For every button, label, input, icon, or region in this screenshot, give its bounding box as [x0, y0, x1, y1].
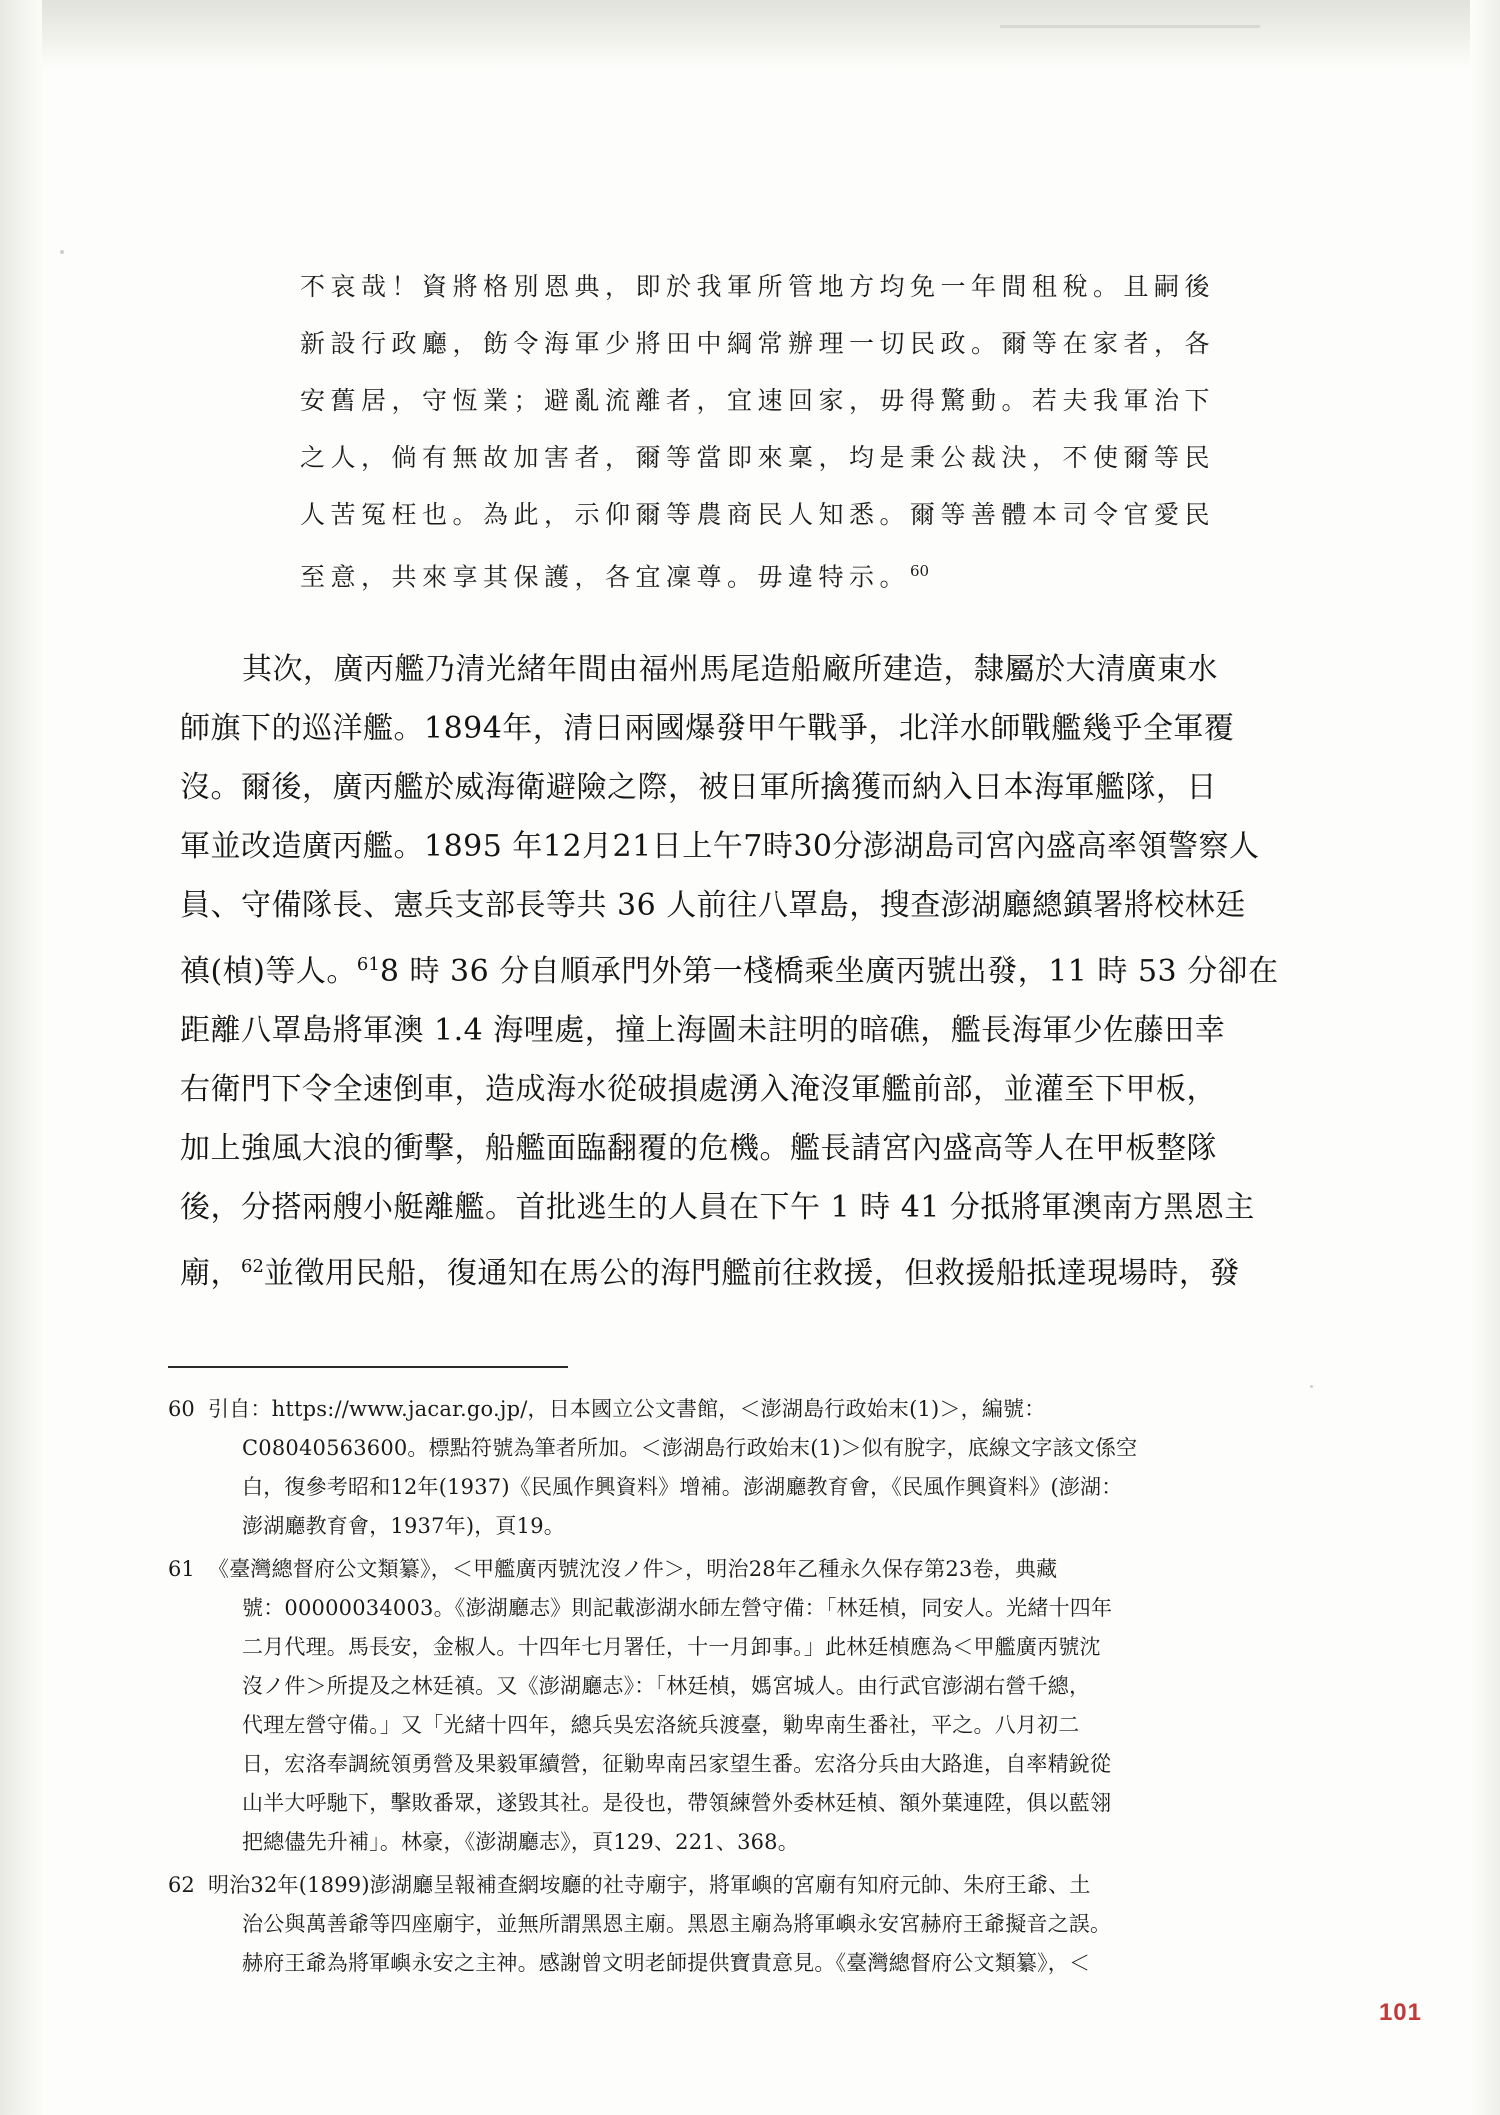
- footnote-number: 61: [168, 1557, 195, 1581]
- body-line-text: 禛(楨)等人。: [180, 954, 357, 989]
- footnote-line: 日，宏洛奉調統領勇營及果毅軍續營，征勦卑南呂家望生番。宏洛分兵由大路進，自率精銳從: [242, 1752, 1112, 1776]
- body-line-text-cont: 8 時 36 分自順承門外第一棧橋乘坐廣丙號出發，11 時 53 分卻在: [379, 954, 1279, 989]
- quote-block: [300, 258, 1280, 605]
- footnote-line: 沒ノ件＞所提及之林廷禛。又《澎湖廳志》：「林廷楨，媽宮城人。由行武官澎湖右營千總，: [242, 1674, 1091, 1698]
- body-line: 後，分搭兩艘小艇離艦。首批逃生的人員在下午 1 時 41 分抵將軍澳南方黑恩主: [180, 1190, 1255, 1225]
- page-number: 101: [1378, 1999, 1422, 2026]
- footnote-line: 二月代理。馬長安，金椒人。十四年七月署任，十一月卸事。」此林廷楨應為＜甲艦廣丙號沈: [242, 1635, 1101, 1659]
- footnote-text: [208, 1550, 1308, 1862]
- body-line-with-marker-61: [180, 935, 1315, 1001]
- footnote-line: C08040563600。標點符號為筆者所加。＜澎湖島行政始末(1)＞似有脫字，底線文字該文係空: [242, 1436, 1138, 1460]
- quote-line-last: [300, 543, 1280, 605]
- quote-line: 之人，倘有無故加害者，爾等當即來稟，均是秉公裁決，不使爾等民: [300, 443, 1216, 472]
- quote-line: 新設行政廳，飭令海軍少將田中綱常辦理一切民政。爾等在家者，各: [300, 329, 1216, 358]
- footnote-text: [208, 1390, 1308, 1546]
- scan-speck: [60, 250, 64, 254]
- quote-line-text: 至意，共來享其保護，各宜凜尊。毋違特示。: [300, 562, 911, 592]
- quote-line: 安舊居，守恆業；避亂流離者，宜速回家，毋得驚動。若夫我軍治下: [300, 386, 1216, 415]
- footnote-text: [208, 1866, 1308, 1983]
- footnote-marker-61: 61: [356, 954, 380, 975]
- body-line: 右衛門下令全速倒車，造成海水從破損處湧入淹沒軍艦前部，並灌至下甲板，: [180, 1072, 1217, 1107]
- body-line: 加上強風大浪的衝擊，船艦面臨翻覆的危機。艦長請宮內盛高等人在甲板整隊: [180, 1131, 1217, 1166]
- footnote-line: 號：00000034003。《澎湖廳志》則記載澎湖水師左營守備：「林廷楨，同安人。光緒十四年: [242, 1596, 1113, 1620]
- body-line-text-cont: 並徵用民船，復通知在馬公的海門艦前往救援，但救援船抵達現場時，發: [263, 1256, 1240, 1291]
- scan-speck: [1310, 1385, 1313, 1388]
- footnote-line: 代理左營守備。」又「光緒十四年，總兵吳宏洛統兵渡臺，勦卑南生番社，平之。八月初二: [242, 1713, 1080, 1737]
- footnote-separator: [168, 1366, 568, 1368]
- body-paragraph: [180, 640, 1315, 1303]
- footnote-line: 把總儘先升補」。林豪，《澎湖廳志》，頁129、221、368。: [242, 1830, 799, 1854]
- body-line-with-marker-62: [180, 1237, 1315, 1303]
- body-line: 沒。爾後，廣丙艦於威海衛避險之際，被日軍所擒獲而納入日本海軍艦隊，日: [180, 770, 1217, 805]
- footnote-line: 山半大呼馳下，擊敗番眾，遂毀其社。是役也，帶領練營外委林廷楨、額外葉連陞，俱以藍翎: [242, 1791, 1112, 1815]
- footnote-number: 62: [168, 1873, 195, 1897]
- quote-line: 不哀哉！資將格別恩典，即於我軍所管地方均免一年間租稅。且嗣後: [300, 272, 1216, 301]
- footnote-line: 赫府王爺為將軍嶼永安之主神。感謝曾文明老師提供寶貴意見。《臺灣總督府公文類纂》，＜: [242, 1951, 1091, 1975]
- footnote-number: 60: [168, 1397, 195, 1421]
- footnote-line: 治公與萬善爺等四座廟宇，並無所謂黑恩主廟。黑恩主廟為將軍嶼永安宮赫府王爺擬音之誤。: [242, 1912, 1112, 1936]
- footnote-line: 白，復參考昭和12年(1937)《民風作興資料》增補。澎湖廳教育會，《民風作興資料》(澎湖：: [242, 1475, 1123, 1499]
- footnote-60: [168, 1390, 1308, 1546]
- scan-speck: [1000, 25, 1260, 28]
- body-line: 員、守備隊長、憲兵支部長等共 36 人前往八罩島，搜查澎湖廳總鎮署將校林廷: [180, 888, 1246, 923]
- footnote-line: 澎湖廳教育會，1937年)，頁19。: [242, 1514, 565, 1538]
- footnote-61: [168, 1550, 1308, 1862]
- footnote-line: 引自：https://www.jacar.go.jp/，日本國立公文書館，＜澎湖島行政始末(1)＞，編號：: [208, 1397, 1046, 1421]
- footnote-marker-60: 60: [910, 562, 930, 580]
- body-line: 其次，廣丙艦乃清光緒年間由福州馬尾造船廠所建造，隸屬於大清廣東水: [242, 652, 1218, 687]
- footnote-line: 《臺灣總督府公文類纂》，＜甲艦廣丙號沈沒ノ件＞，明治28年乙種永久保存第23卷，典藏: [208, 1557, 1058, 1581]
- footnotes-section: [168, 1390, 1308, 1987]
- body-line: 師旗下的巡洋艦。1894年，清日兩國爆發甲午戰爭，北洋水師戰艦幾乎全軍覆: [180, 711, 1235, 746]
- footnote-62: [168, 1866, 1308, 1983]
- footnote-line: 明治32年(1899)澎湖廳呈報補查網垵廳的社寺廟宇，將軍嶼的宮廟有知府元帥、朱府王爺、土: [208, 1873, 1091, 1897]
- body-line: 軍並改造廣丙艦。1895 年12月21日上午7時30分澎湖島司宮內盛高率領警察人: [180, 829, 1260, 864]
- quote-line: 人苦冤枉也。為此，示仰爾等農商民人知悉。爾等善體本司令官愛民: [300, 500, 1216, 529]
- footnote-marker-62: 62: [241, 1256, 264, 1277]
- body-line-text: 廟，: [180, 1256, 241, 1291]
- body-line: 距離八罩島將軍澳 1.4 海哩處，撞上海圖未註明的暗礁，艦長海軍少佐藤田幸: [180, 1013, 1226, 1048]
